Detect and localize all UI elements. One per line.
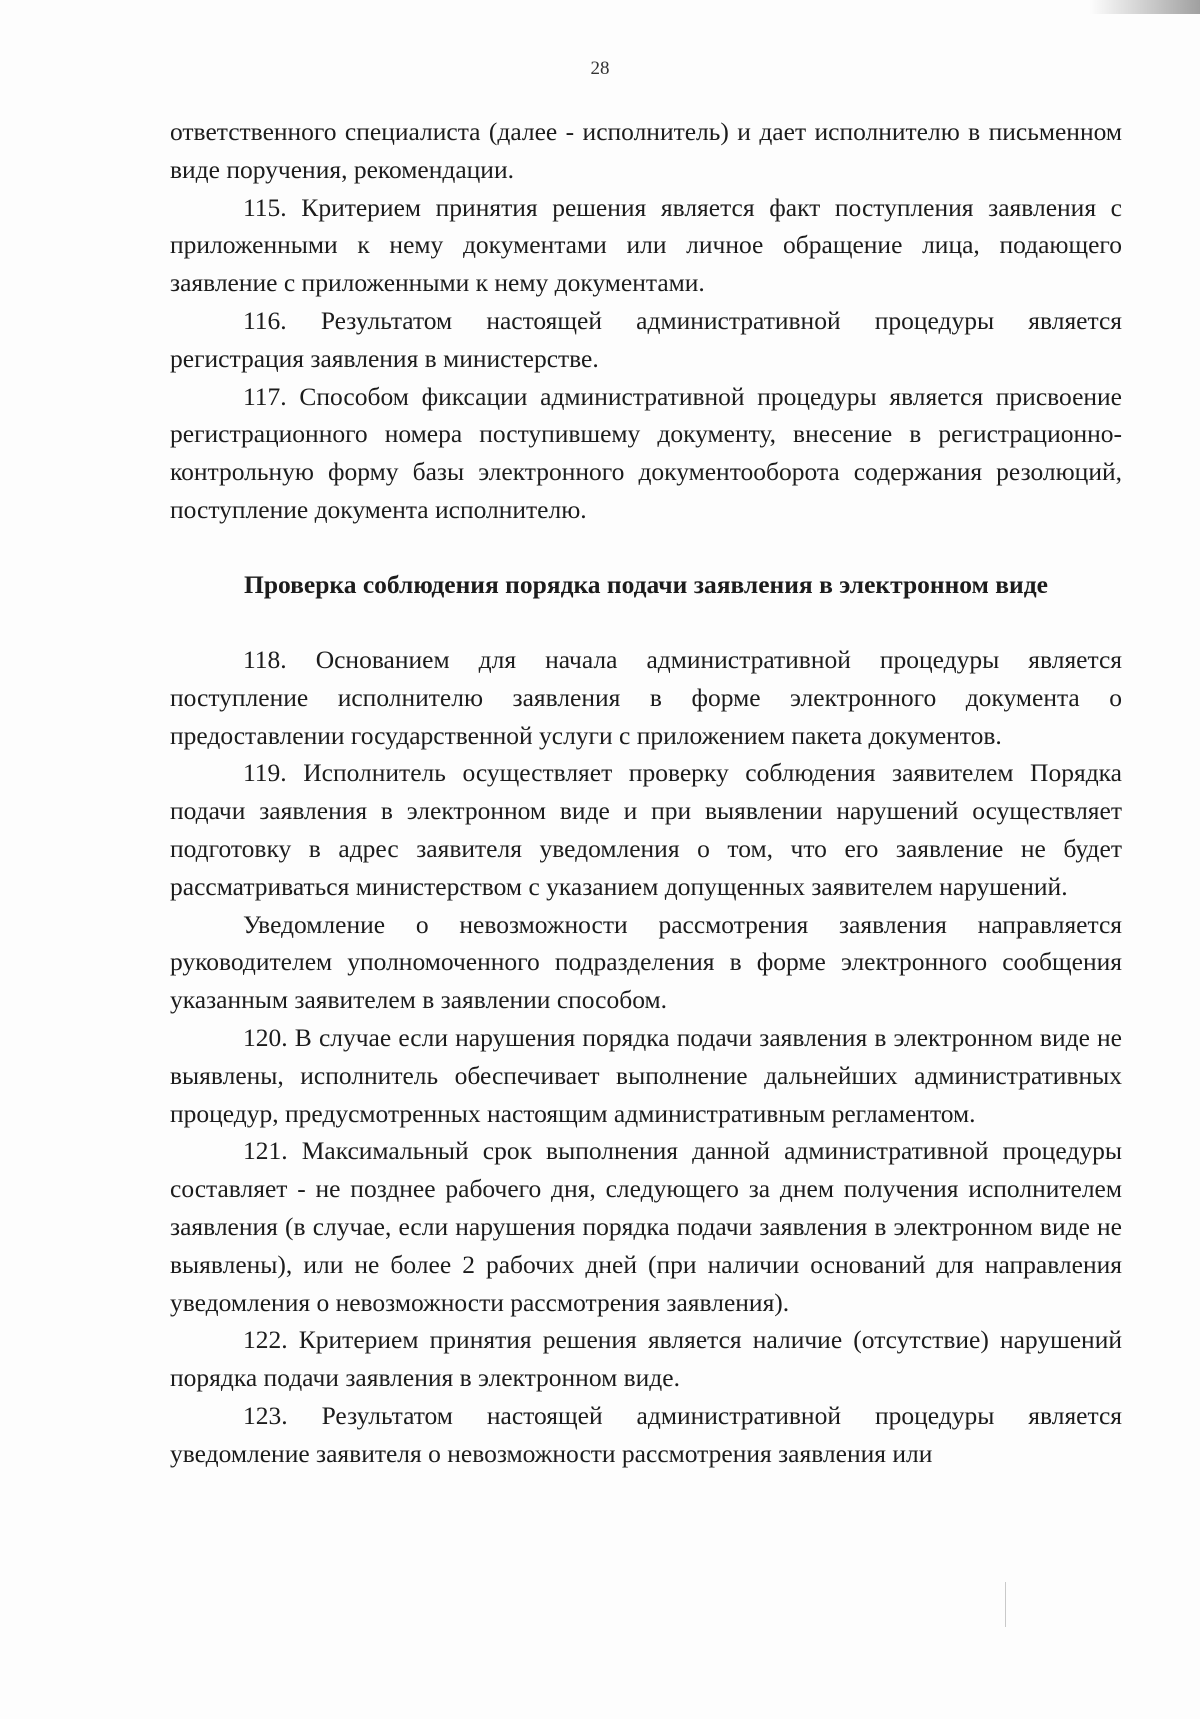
scan-artifact-line <box>1005 1582 1006 1627</box>
paragraph-118: 118. Основанием для начала административной процедуры является поступление исполнителю заявления в форме электронного документа о предоставлении государственной услуги с приложением пакета документов. <box>170 645 1122 750</box>
paragraph-120: 120. В случае если нарушения порядка подачи заявления в электронном виде не выявлены, исполнитель обеспечивает выполнение дальнейших административных процедур, предусмотренных настоящим административным регламентом. <box>170 1022 1122 1128</box>
scan-corner-artifact <box>1090 0 1200 14</box>
paragraph-122: 122. Критерием принятия решения является наличие (отсутствие) нарушений порядка подачи заявления в электронном виде. <box>170 1325 1122 1393</box>
paragraph-116: 116. Результатом настоящей административной процедуры является регистрация заявления в министерстве. <box>170 305 1122 373</box>
bottom-text-block <box>170 641 1122 1473</box>
paragraph-119: 119. Исполнитель осуществляет проверку соблюдения заявителем Порядка подачи заявления в электронном виде и при выявлении нарушений осуществляет подготовку в адрес заявителя уведомления о том, что его заявление не будет рассматриваться министерством с указанием допущенных заявителем нарушений. <box>170 758 1122 901</box>
paragraph-continuation: ответственного специалиста (далее - исполнитель) и дает исполнителю в письменном виде поручения, рекомендации. <box>170 117 1122 184</box>
paragraph-121: 121. Максимальный срок выполнения данной административной процедуры составляет - не позднее рабочего дня, следующего за днем получения исполнителем заявления (в случае, если нарушения порядка подачи заявления в электронном виде не выявлены), или не более 2 рабочих дней (при наличии оснований для направления уведомления о невозможности рассмотрения заявления). <box>170 1136 1122 1317</box>
page-number: 28 <box>590 58 610 79</box>
section-heading: Проверка соблюдения порядка подачи заявления в электронном виде <box>244 570 1048 599</box>
top-text-block <box>170 113 1122 529</box>
paragraph-115: 115. Критерием принятия решения является факт поступления заявления с приложенными к нему документами или личное обращение лица, подающего заявление с приложенными к нему документами. <box>170 192 1122 298</box>
paragraph-123: 123. Результатом настоящей административной процедуры является уведомление заявителя о невозможности рассмотрения заявления или <box>170 1400 1122 1468</box>
paragraph-117: 117. Способом фиксации административной процедуры является присвоение регистрационного номера поступившему документу, внесение в регистрационно-контрольную форму базы электронного документооборота содержания резолюций, поступление документа исполнителю. <box>170 381 1122 524</box>
paragraph-notification: Уведомление о невозможности рассмотрения заявления направляется руководителем уполномоченного подразделения в форме электронного сообщения указанным заявителем в заявлении способом. <box>170 909 1122 1015</box>
